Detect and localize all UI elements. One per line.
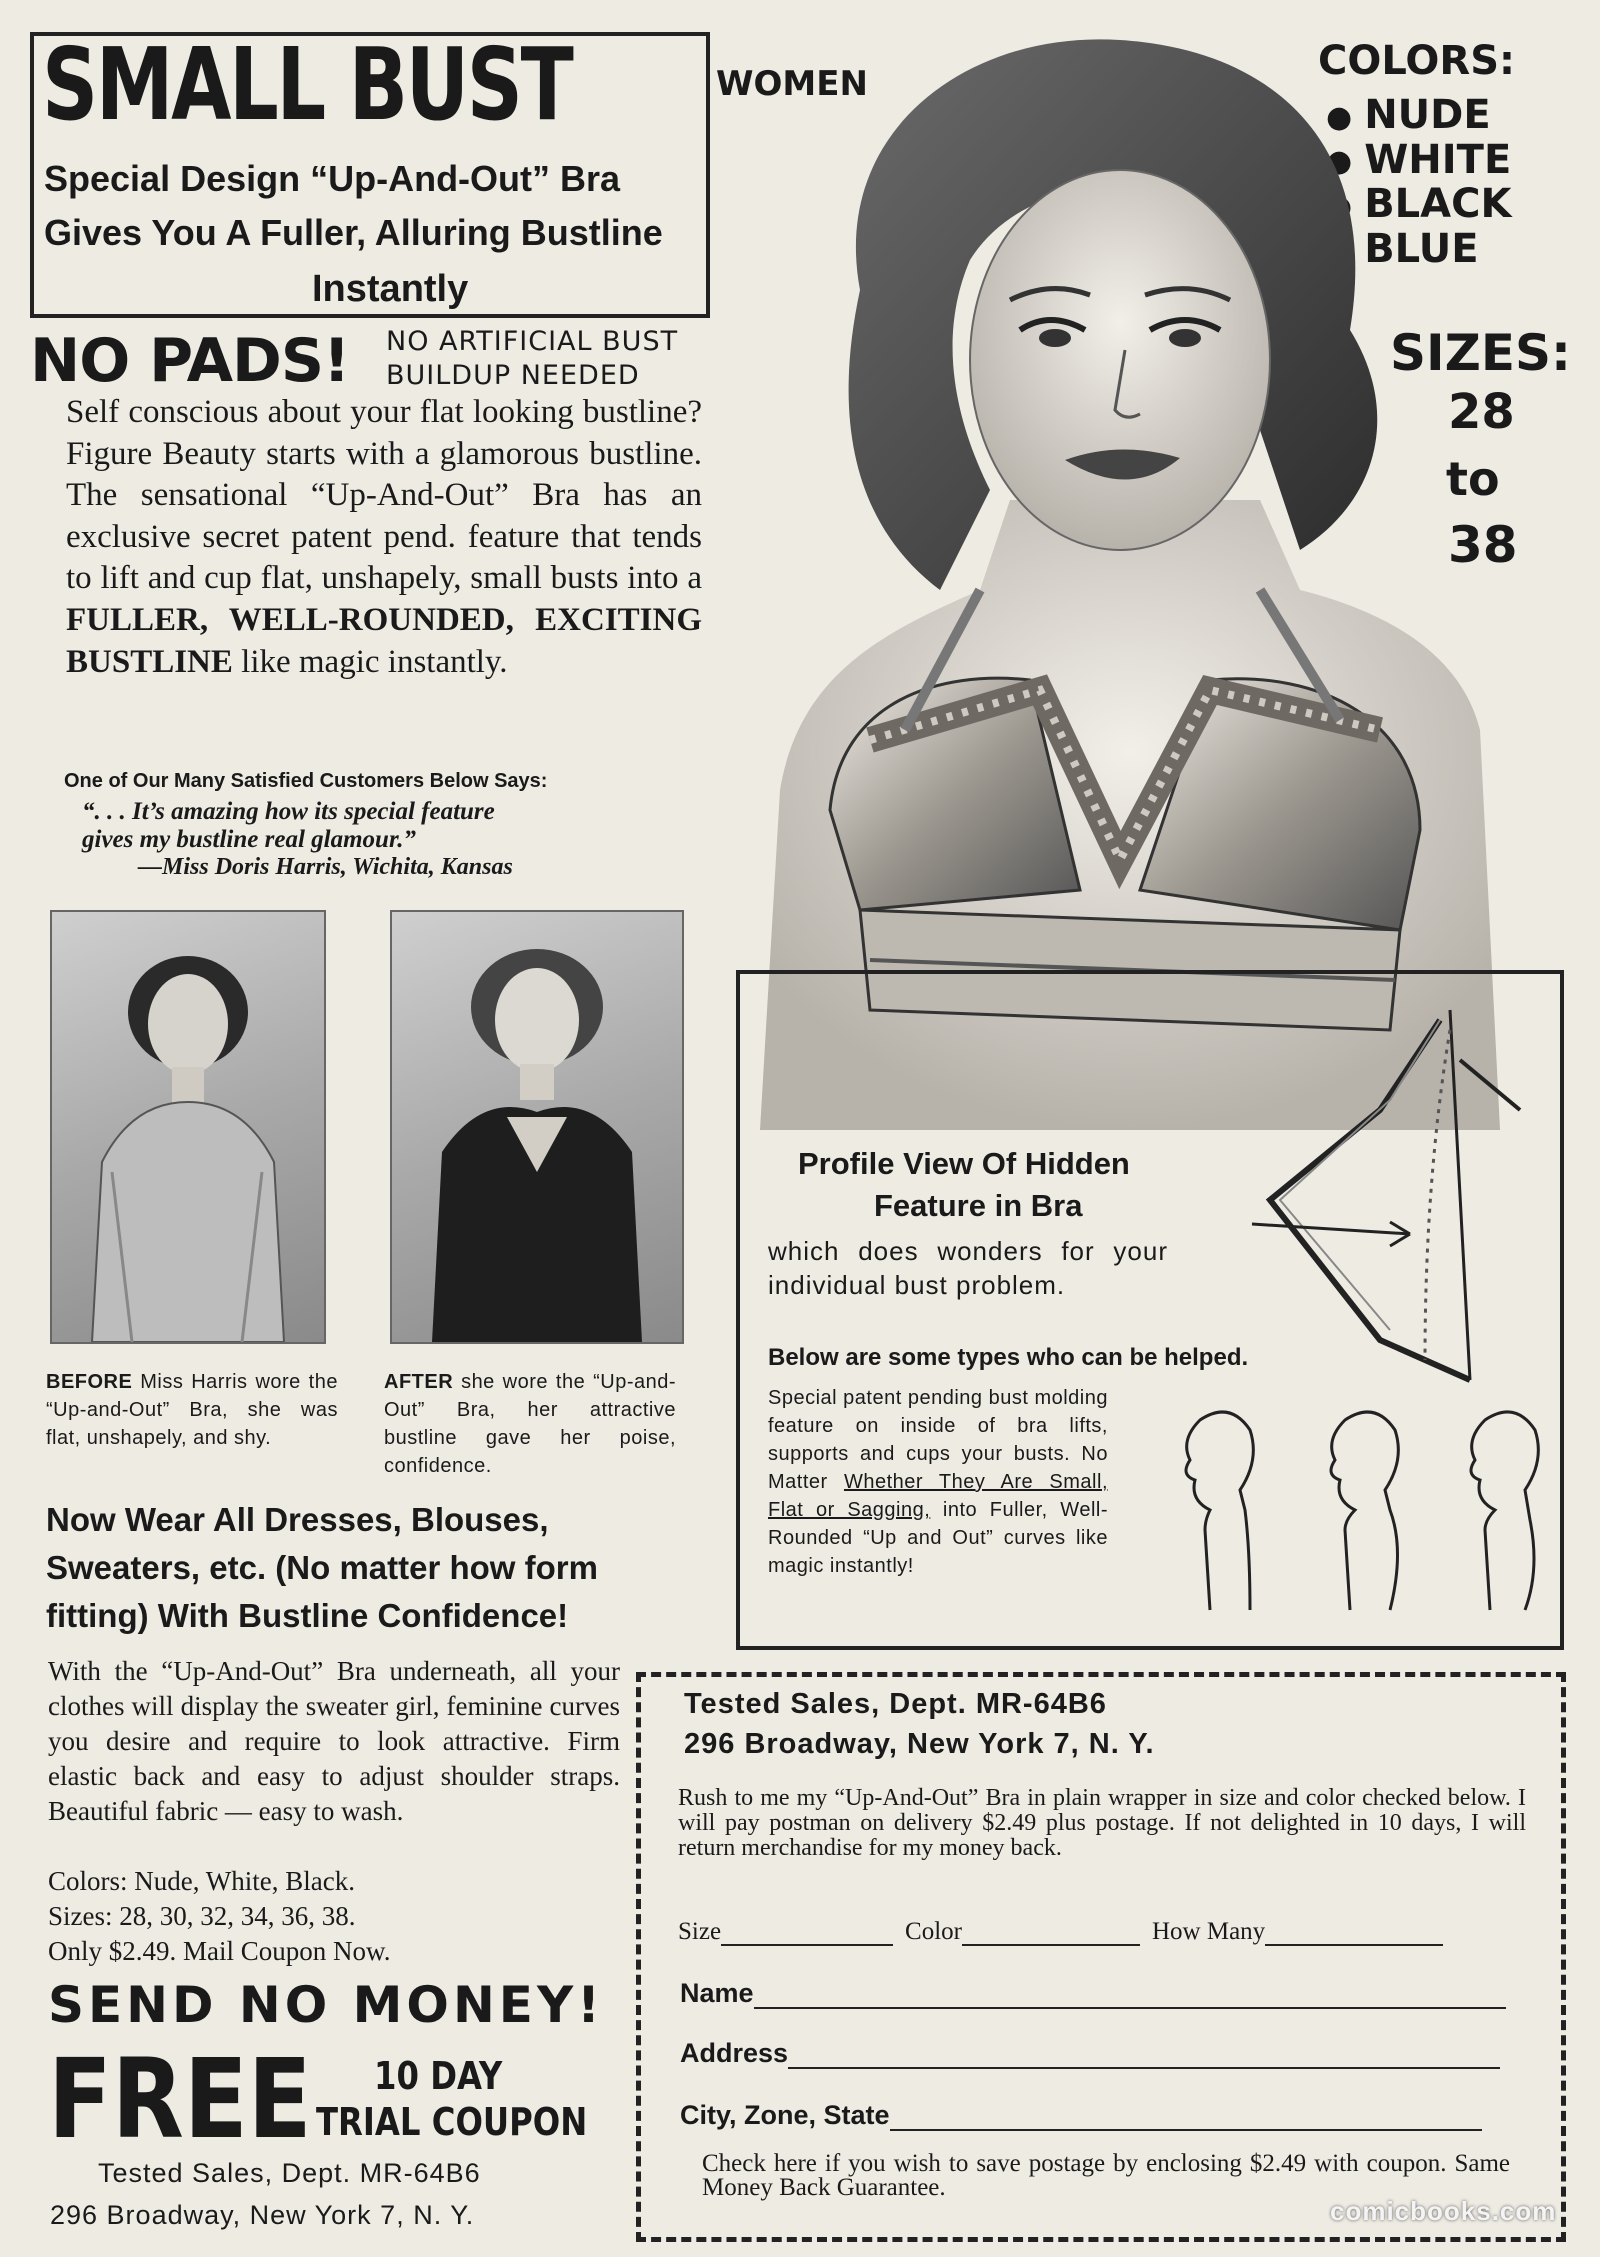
sizes-end: 38	[1448, 516, 1518, 574]
headline-sub2: Gives You A Fuller, Alluring Bustline	[44, 212, 663, 253]
coupon-check: Check here if you wish to save postage by enclosing $2.49 with coupon. Same Money Back Guarantee.	[702, 2150, 1510, 2201]
name-label: Name	[680, 1978, 754, 2008]
free-small2: TRIAL COUPON	[316, 2100, 588, 2144]
color-item: ● BLACK	[1326, 183, 1511, 228]
no-pads-small2: BUILDUP NEEDED	[386, 360, 640, 391]
headline-sub3: Instantly	[312, 268, 469, 310]
testimonial-author: —Miss Doris Harris, Wichita, Kansas	[138, 854, 513, 880]
wear-headline: Now Wear All Dresses, Blouses, Sweaters, etc. (No matter how form fitting) With Bustline Confidence!	[46, 1501, 598, 1634]
headline-sub1: Special Design “Up-And-Out” Bra	[44, 158, 621, 199]
intro-bold: FULLER, WELL-ROUNDED, EXCITING BUSTLINE	[66, 601, 702, 680]
profile-special	[768, 1384, 1108, 1580]
size-label: Size	[678, 1918, 722, 1945]
sizes-to: to	[1446, 452, 1500, 506]
wear-sizes: Sizes: 28, 30, 32, 34, 36, 38.	[48, 1901, 356, 1931]
headline-main: SMALL BUST	[42, 26, 572, 143]
free-small1: 10 DAY	[374, 2054, 503, 2098]
coupon-size-row	[678, 1918, 1443, 1946]
color-item: ● NUDE	[1326, 94, 1511, 139]
send-no-money: SEND NO MONEY!	[48, 1976, 604, 2034]
how-many-field[interactable]	[1265, 1920, 1443, 1946]
watermark: comicbooks.com	[1330, 2196, 1557, 2226]
after-caption	[384, 1368, 676, 1480]
intro-text: Self conscious about your flat looking bustline? Figure Beauty starts with a glamorous bustline. The sensational “Up-And-Out” Bra has an exclusive secret patent pend. feature that tends to lift and cup flat, unshapely, small busts into a	[66, 394, 702, 597]
wear-colors: Colors: Nude, White, Black.	[48, 1866, 355, 1896]
wear-body: With the “Up-And-Out” Bra underneath, all your clothes will display the sweater girl, feminine curves you desire and require to look attractive. Firm elastic back and easy to adjust shoulder straps. Beautiful fabric — easy to wash.	[48, 1656, 620, 1826]
before-figure	[52, 912, 324, 1342]
profile-title2: Feature in Bra	[874, 1188, 1083, 1223]
color-field[interactable]	[962, 1920, 1140, 1946]
after-text: she wore the “Up-and-Out” Bra, her attractive bustline gave her poise, confidence.	[384, 1371, 677, 1477]
before-caption	[46, 1368, 338, 1452]
address-field[interactable]	[788, 2043, 1500, 2069]
coupon-city-row	[680, 2100, 1482, 2131]
intro-end: like magic instantly.	[241, 643, 508, 680]
name-field[interactable]	[754, 1983, 1506, 2009]
testimonial-lead: One of Our Many Satisfied Customers Below Says:	[64, 770, 548, 792]
before-label: BEFORE	[46, 1371, 133, 1393]
address-label: Address	[680, 2038, 789, 2068]
before-photo	[50, 910, 326, 1344]
profile-body: which does wonders for your individual bust problem.	[768, 1236, 1168, 1300]
color-item: ● WHITE	[1326, 139, 1511, 184]
testimonial-quote1: “. . . It’s amazing how its special feature	[82, 798, 495, 825]
profile-special2: into Fuller, Well-Rounded “Up and Out” curves like magic instantly!	[768, 1499, 1108, 1577]
no-pads-heading: NO PADS!	[30, 326, 350, 396]
free-addr1: Tested Sales, Dept. MR-64B6	[98, 2158, 481, 2188]
sizes-from: 28	[1448, 384, 1515, 440]
coupon-addr1: Tested Sales, Dept. MR-64B6	[684, 1688, 1107, 1720]
wear-price: Only $2.49. Mail Coupon Now.	[48, 1936, 391, 1966]
after-figure	[392, 912, 682, 1342]
city-field[interactable]	[890, 2105, 1482, 2131]
size-field[interactable]	[721, 1920, 893, 1946]
free-heading: FREE	[48, 2035, 312, 2163]
after-photo	[390, 910, 684, 1344]
color-item: ● BLUE	[1326, 228, 1511, 273]
coupon-address-row	[680, 2038, 1500, 2069]
testimonial-quote2: gives my bustline real glamour.”	[82, 826, 417, 853]
bust-silhouettes	[1150, 1400, 1550, 1630]
sizes-title: SIZES:	[1390, 324, 1572, 382]
coupon-addr2: 296 Broadway, New York 7, N. Y.	[684, 1728, 1155, 1760]
profile-underlined: Whether They Are Small, Flat or Sagging,	[768, 1471, 1108, 1521]
color-label: Color	[905, 1918, 962, 1945]
profile-title1: Profile View Of Hidden	[798, 1146, 1130, 1181]
intro-paragraph	[66, 392, 702, 683]
before-text: Miss Harris wore the “Up-and-Out” Bra, she was flat, unshapely, and shy.	[46, 1371, 338, 1449]
colors-title: COLORS:	[1318, 38, 1516, 84]
coupon-name-row	[680, 1978, 1506, 2009]
headline-women: WOMEN	[716, 64, 868, 104]
after-label: AFTER	[384, 1371, 454, 1393]
profile-cup-diagram	[1250, 1000, 1540, 1400]
free-addr2: 296 Broadway, New York 7, N. Y.	[50, 2200, 475, 2230]
how-many-label: How Many	[1152, 1918, 1266, 1945]
profile-special1: Special patent pending bust molding feature on inside of bra lifts, supports and cups your busts. No Matter	[768, 1387, 1108, 1493]
city-label: City, Zone, State	[680, 2100, 890, 2130]
no-pads-small1: NO ARTIFICIAL BUST	[386, 326, 679, 357]
coupon-body: Rush to me my “Up-And-Out” Bra in plain wrapper in size and color checked below. I will pay postman on delivery $2.49 plus postage. If not delighted in 10 days, I will return merchandise for my money back.	[678, 1785, 1526, 1861]
profile-below: Below are some types who can be helped.	[768, 1344, 1249, 1371]
